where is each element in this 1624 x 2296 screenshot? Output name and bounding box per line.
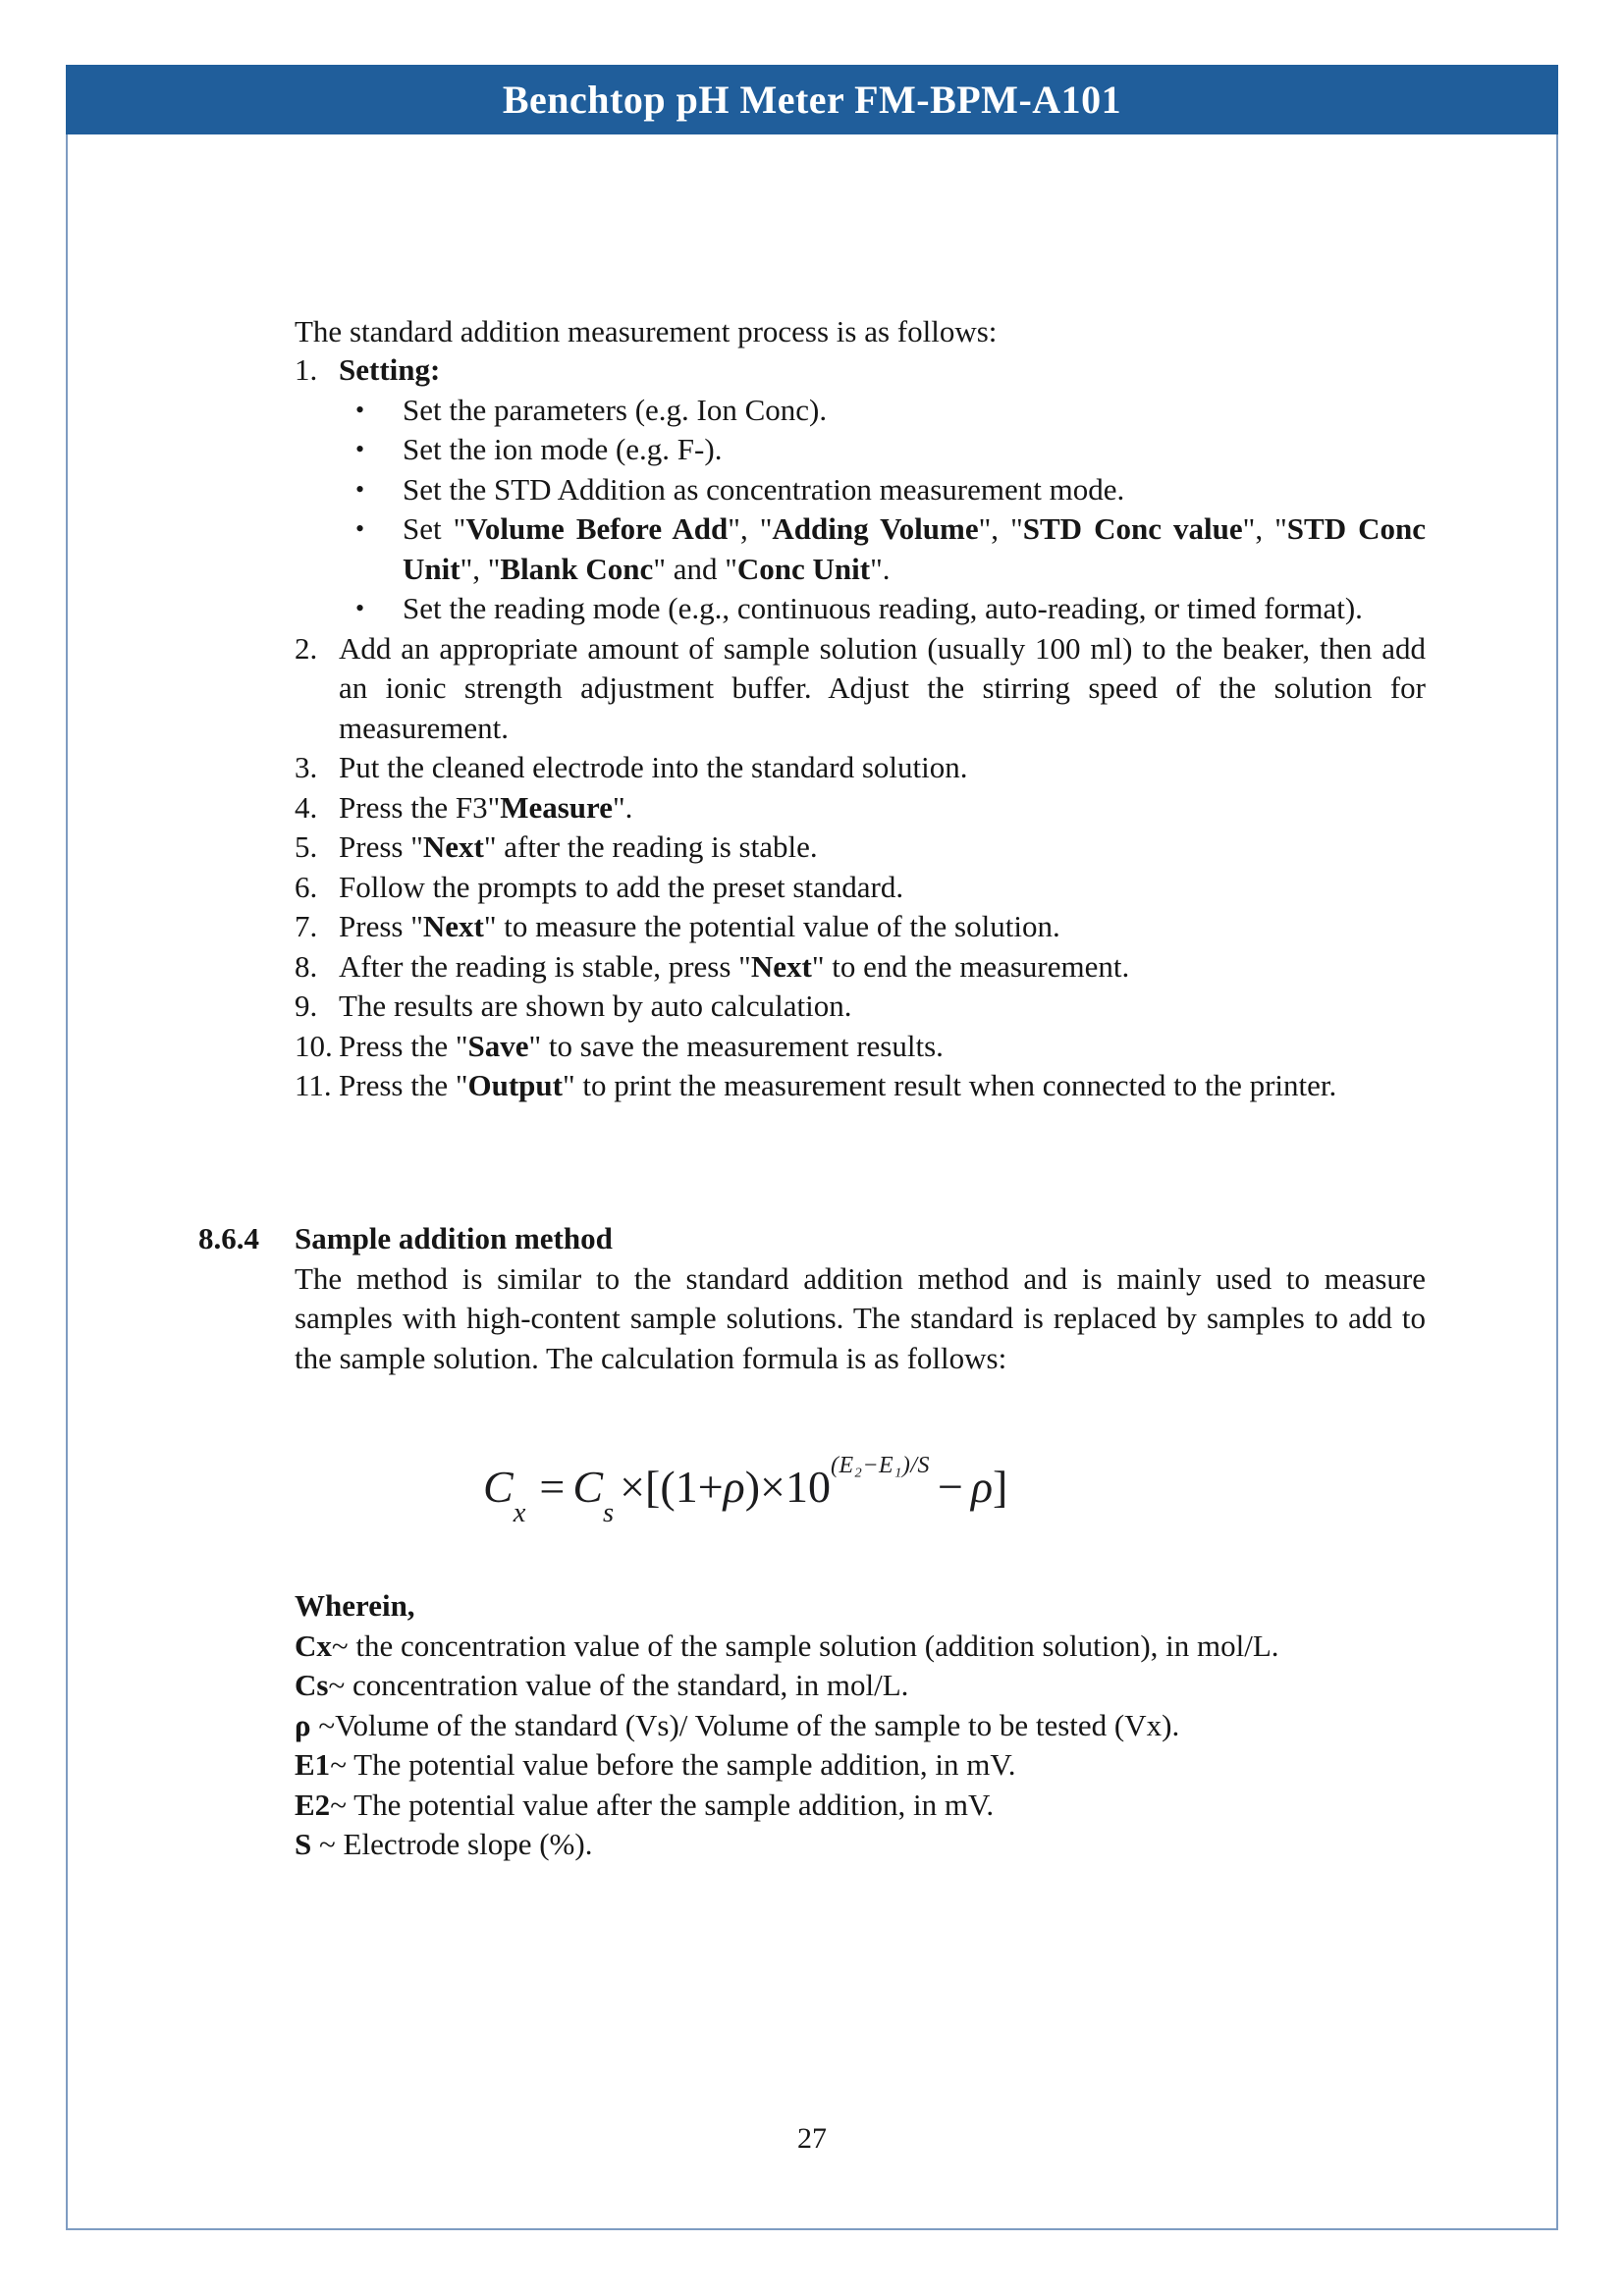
- definition-cx: Cx~ the concentration value of the sample solution (addition solution), in mol/L.: [295, 1628, 1279, 1663]
- list-item-5: [295, 828, 1426, 868]
- list-item-9: [295, 987, 1426, 1027]
- list-item-10: [295, 1027, 1426, 1067]
- list-text: Setting:: [339, 352, 441, 387]
- list-text: After the reading is stable, press "Next" to end the measurement.: [339, 948, 1130, 984]
- formula-cs-sub: s: [603, 1498, 615, 1529]
- formula-cs-base: C: [572, 1462, 603, 1512]
- bullet-marker: •: [355, 514, 365, 543]
- definition-cs: Cs~ concentration value of the standard, in mol/L.: [295, 1668, 909, 1702]
- list-text: Press "Next" to measure the potential value of the solution.: [339, 909, 1060, 943]
- list-number: 2.: [295, 630, 318, 666]
- formula-exponent: (E₂−E₁)/S: [831, 1452, 930, 1478]
- formula-rho-2: ρ: [970, 1462, 994, 1512]
- bullet-text: Set the parameters (e.g. Ion Conc).: [403, 392, 828, 427]
- bullet-marker: •: [355, 474, 365, 504]
- formula-close-bracket: ]: [993, 1462, 1008, 1512]
- list-number: 11.: [295, 1068, 332, 1102]
- formula-rho-1: ρ: [723, 1462, 745, 1512]
- formula-equals: =: [539, 1462, 566, 1512]
- list-number: 5.: [295, 829, 318, 864]
- section-8-6-4: [198, 1219, 1426, 1378]
- bullet-marker: •: [355, 435, 365, 463]
- bullet-item: [355, 589, 1426, 629]
- formula-cx-sub: x: [513, 1498, 526, 1529]
- section-title: Sample addition method: [295, 1221, 613, 1255]
- list-item-8: [295, 947, 1426, 988]
- wherein-label: Wherein,: [295, 1588, 415, 1623]
- list-item-2: [295, 629, 1426, 749]
- list-number: 9.: [295, 988, 318, 1023]
- list-item-1: [295, 350, 1426, 391]
- formula-cx-base: C: [483, 1462, 514, 1512]
- bullet-text: Set the ion mode (e.g. F-).: [403, 432, 723, 466]
- calculation-formula: [483, 1452, 1008, 1529]
- bullet-item: [355, 470, 1426, 510]
- list-text: Add an appropriate amount of sample solution (usually 100 ml) to the beaker, then add an ionic strength adjustment buffer. Adjust the stirring speed of the solution for measurement.: [339, 630, 1426, 745]
- page-header: [66, 65, 1558, 134]
- list-text: Put the cleaned electrode into the standard solution.: [339, 750, 968, 784]
- list-number: 7.: [295, 909, 318, 943]
- bullet-marker: •: [355, 395, 365, 424]
- page-footer: [0, 2122, 1624, 2156]
- bullet-item: [355, 430, 1426, 470]
- list-number: 4.: [295, 789, 318, 825]
- list-text: Press the "Output" to print the measurement result when connected to the printer.: [339, 1068, 1337, 1102]
- list-number: 3.: [295, 750, 318, 784]
- steps-list: [295, 350, 1426, 1106]
- list-item-11: [295, 1066, 1426, 1106]
- list-text: Press the "Save" to save the measurement results.: [339, 1028, 944, 1063]
- list-item-4: [295, 788, 1426, 828]
- wherein-block: [295, 1586, 1434, 1865]
- bullet-text: Set the STD Addition as concentration measurement mode.: [403, 471, 1125, 507]
- bullet-text: Set "Volume Before Add", "Adding Volume", "STD Conc value", "STD Conc Unit", "Blank Conc" and "Conc Unit".: [403, 511, 1427, 586]
- bullet-marker: •: [355, 594, 365, 622]
- list-number: 10.: [295, 1028, 333, 1063]
- list-number: 8.: [295, 948, 318, 984]
- bullet-item: [355, 391, 1426, 431]
- definition-e1: E1~ The potential value before the sample addition, in mV.: [295, 1747, 1016, 1782]
- definition-e2: E2~ The potential value after the sample addition, in mV.: [295, 1787, 995, 1822]
- list-number: 1.: [295, 352, 318, 387]
- list-number: 6.: [295, 869, 318, 904]
- bullet-text: Set the reading mode (e.g., continuous reading, auto-reading, or timed format).: [403, 591, 1363, 625]
- section-heading: [198, 1219, 1426, 1259]
- list-item-7: [295, 907, 1426, 947]
- formula-times-ten: )×10: [744, 1462, 831, 1512]
- page-title: Benchtop pH Meter FM-BPM-A101: [502, 78, 1122, 122]
- bullet-item: [355, 509, 1426, 589]
- list-item-6: [295, 868, 1426, 908]
- intro-paragraph: The standard addition measurement process is as follows:: [295, 314, 998, 348]
- list-text: The results are shown by auto calculation.: [339, 988, 852, 1023]
- list-item-3: [295, 748, 1426, 788]
- definition-rho: ρ ~Volume of the standard (Vs)/ Volume of the sample to be tested (Vx).: [295, 1707, 1180, 1742]
- formula-open: ×[(1+: [620, 1462, 724, 1512]
- list-text: Follow the prompts to add the preset standard.: [339, 869, 904, 904]
- page-number: 27: [797, 2122, 827, 2155]
- formula-minus: −: [937, 1462, 963, 1512]
- section-number: 8.6.4: [198, 1221, 259, 1255]
- list-text: Press the F3"Measure".: [339, 789, 633, 825]
- section-body: The method is similar to the standard addition method and is mainly used to measure samples with high-content sample solutions. The standard is replaced by samples to add to the sample solution. The calculation formula is as follows:: [295, 1260, 1426, 1375]
- definition-s: S ~ Electrode slope (%).: [295, 1827, 593, 1861]
- list-text: Press "Next" after the reading is stable.: [339, 829, 818, 864]
